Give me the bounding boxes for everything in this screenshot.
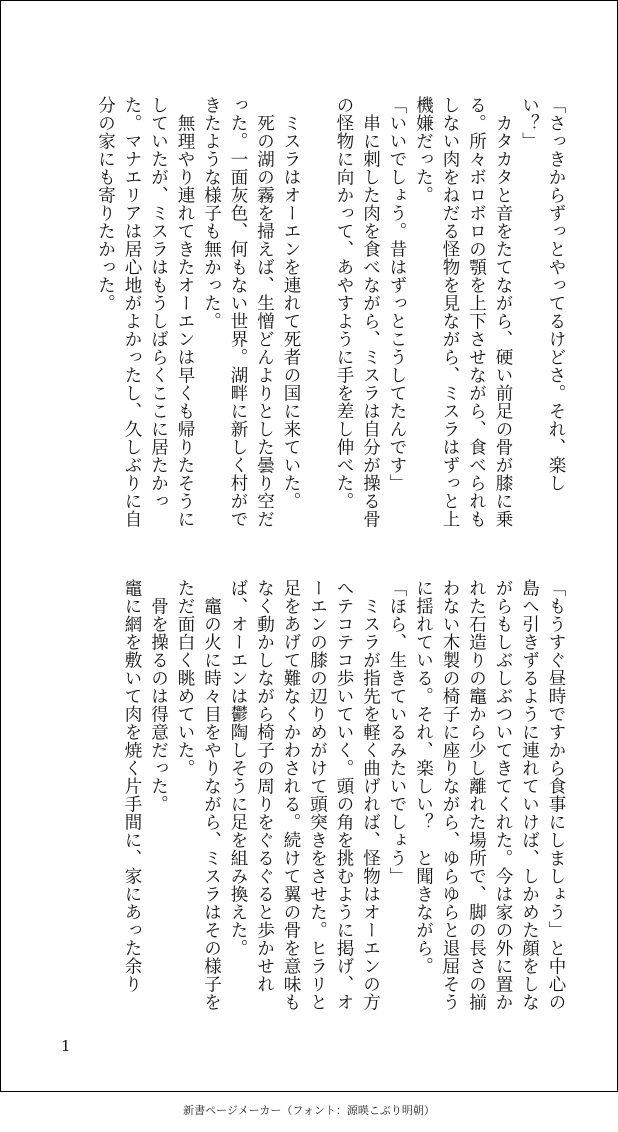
paragraph: ミスラが指先を軽く曲げれば、怪物はオーエンの方へテコテコ歩いていく。頭の角を挑むように掲げ、オーエンの膝の辺りめがけて頭突きをさせた。ヒラリと足をあげて難なくかわされる。続けて翼の骨を意味もなく動かしながら椅子の周りをぐるぐると歩かせれば、オーエンは鬱陶しそうに足を組み換えた。 [228,579,381,1011]
paragraph: カタカタと音をたてながら、硬い前足の骨が膝に乗る。所々ボロボロの顎を上下させながら、食べられもしない肉をねだる怪物を見ながら、ミスラはずっと上機嫌だった。 [413,96,513,528]
paragraph: 無理やり連れてきたオーエンは早くも帰りたそうにしていたが、ミスラはもうしばらくここに居たかった。マナエリアは居心地がよかったし、久しぶりに自分の家にも寄りたかった。 [95,96,195,528]
lower-text-block [119,579,570,1019]
paragraph: 「もうすぐ昼時ですから食事にしましょう」と中心の島へ引きずるように連れていけば、しかめた顔をしながらもしぶしぶついてきてくれた。今は家の外に置かれた石造りの竈から少し離れた場所で、脚の長さの揃わない木製の椅子に座りながら、ゆらゆらと退屈そうに揺れている。それ、楽しい？ と聞きながら。 [413,579,566,1011]
paragraph: 竈に網を敷いて肉を焼く片手間に、家にあった余り [122,579,142,993]
paragraph: 骨を操るのは得意だった。 [148,596,169,813]
paragraph: 「ほら、生きているみたいでしょう」 [387,579,407,885]
blank-line [304,96,331,536]
paragraph: 「さっきからずっとやってるけどさ。それ、楽しい？」 [519,96,566,492]
upper-text-block [92,96,569,536]
paragraph: ミスラはオーエンを連れて死者の国に来ていた。 [281,113,301,510]
page-number: 1 [61,1037,71,1055]
footer-caption: 新書ページメーカー（フォント：源暎こぶり明朝） [183,1104,435,1117]
paragraph: 竈の火に時々目をやりながら、ミスラはその様子をただ面白く眺めていた。 [175,579,222,1011]
paragraph: 「いいでしょう。昔はずっとこうしてたんです」 [387,96,407,492]
paragraph: 串に刺した肉を食べながら、ミスラは自分が操る骨の怪物に向かって、あやすように手を差し伸べた。 [334,96,381,528]
paragraph: 死の湖の霧を掃えば、生憎どんよりとした曇り空だった。一面灰色、何もない世界。湖畔に新しく村ができたような様子も無かった。 [201,96,275,528]
